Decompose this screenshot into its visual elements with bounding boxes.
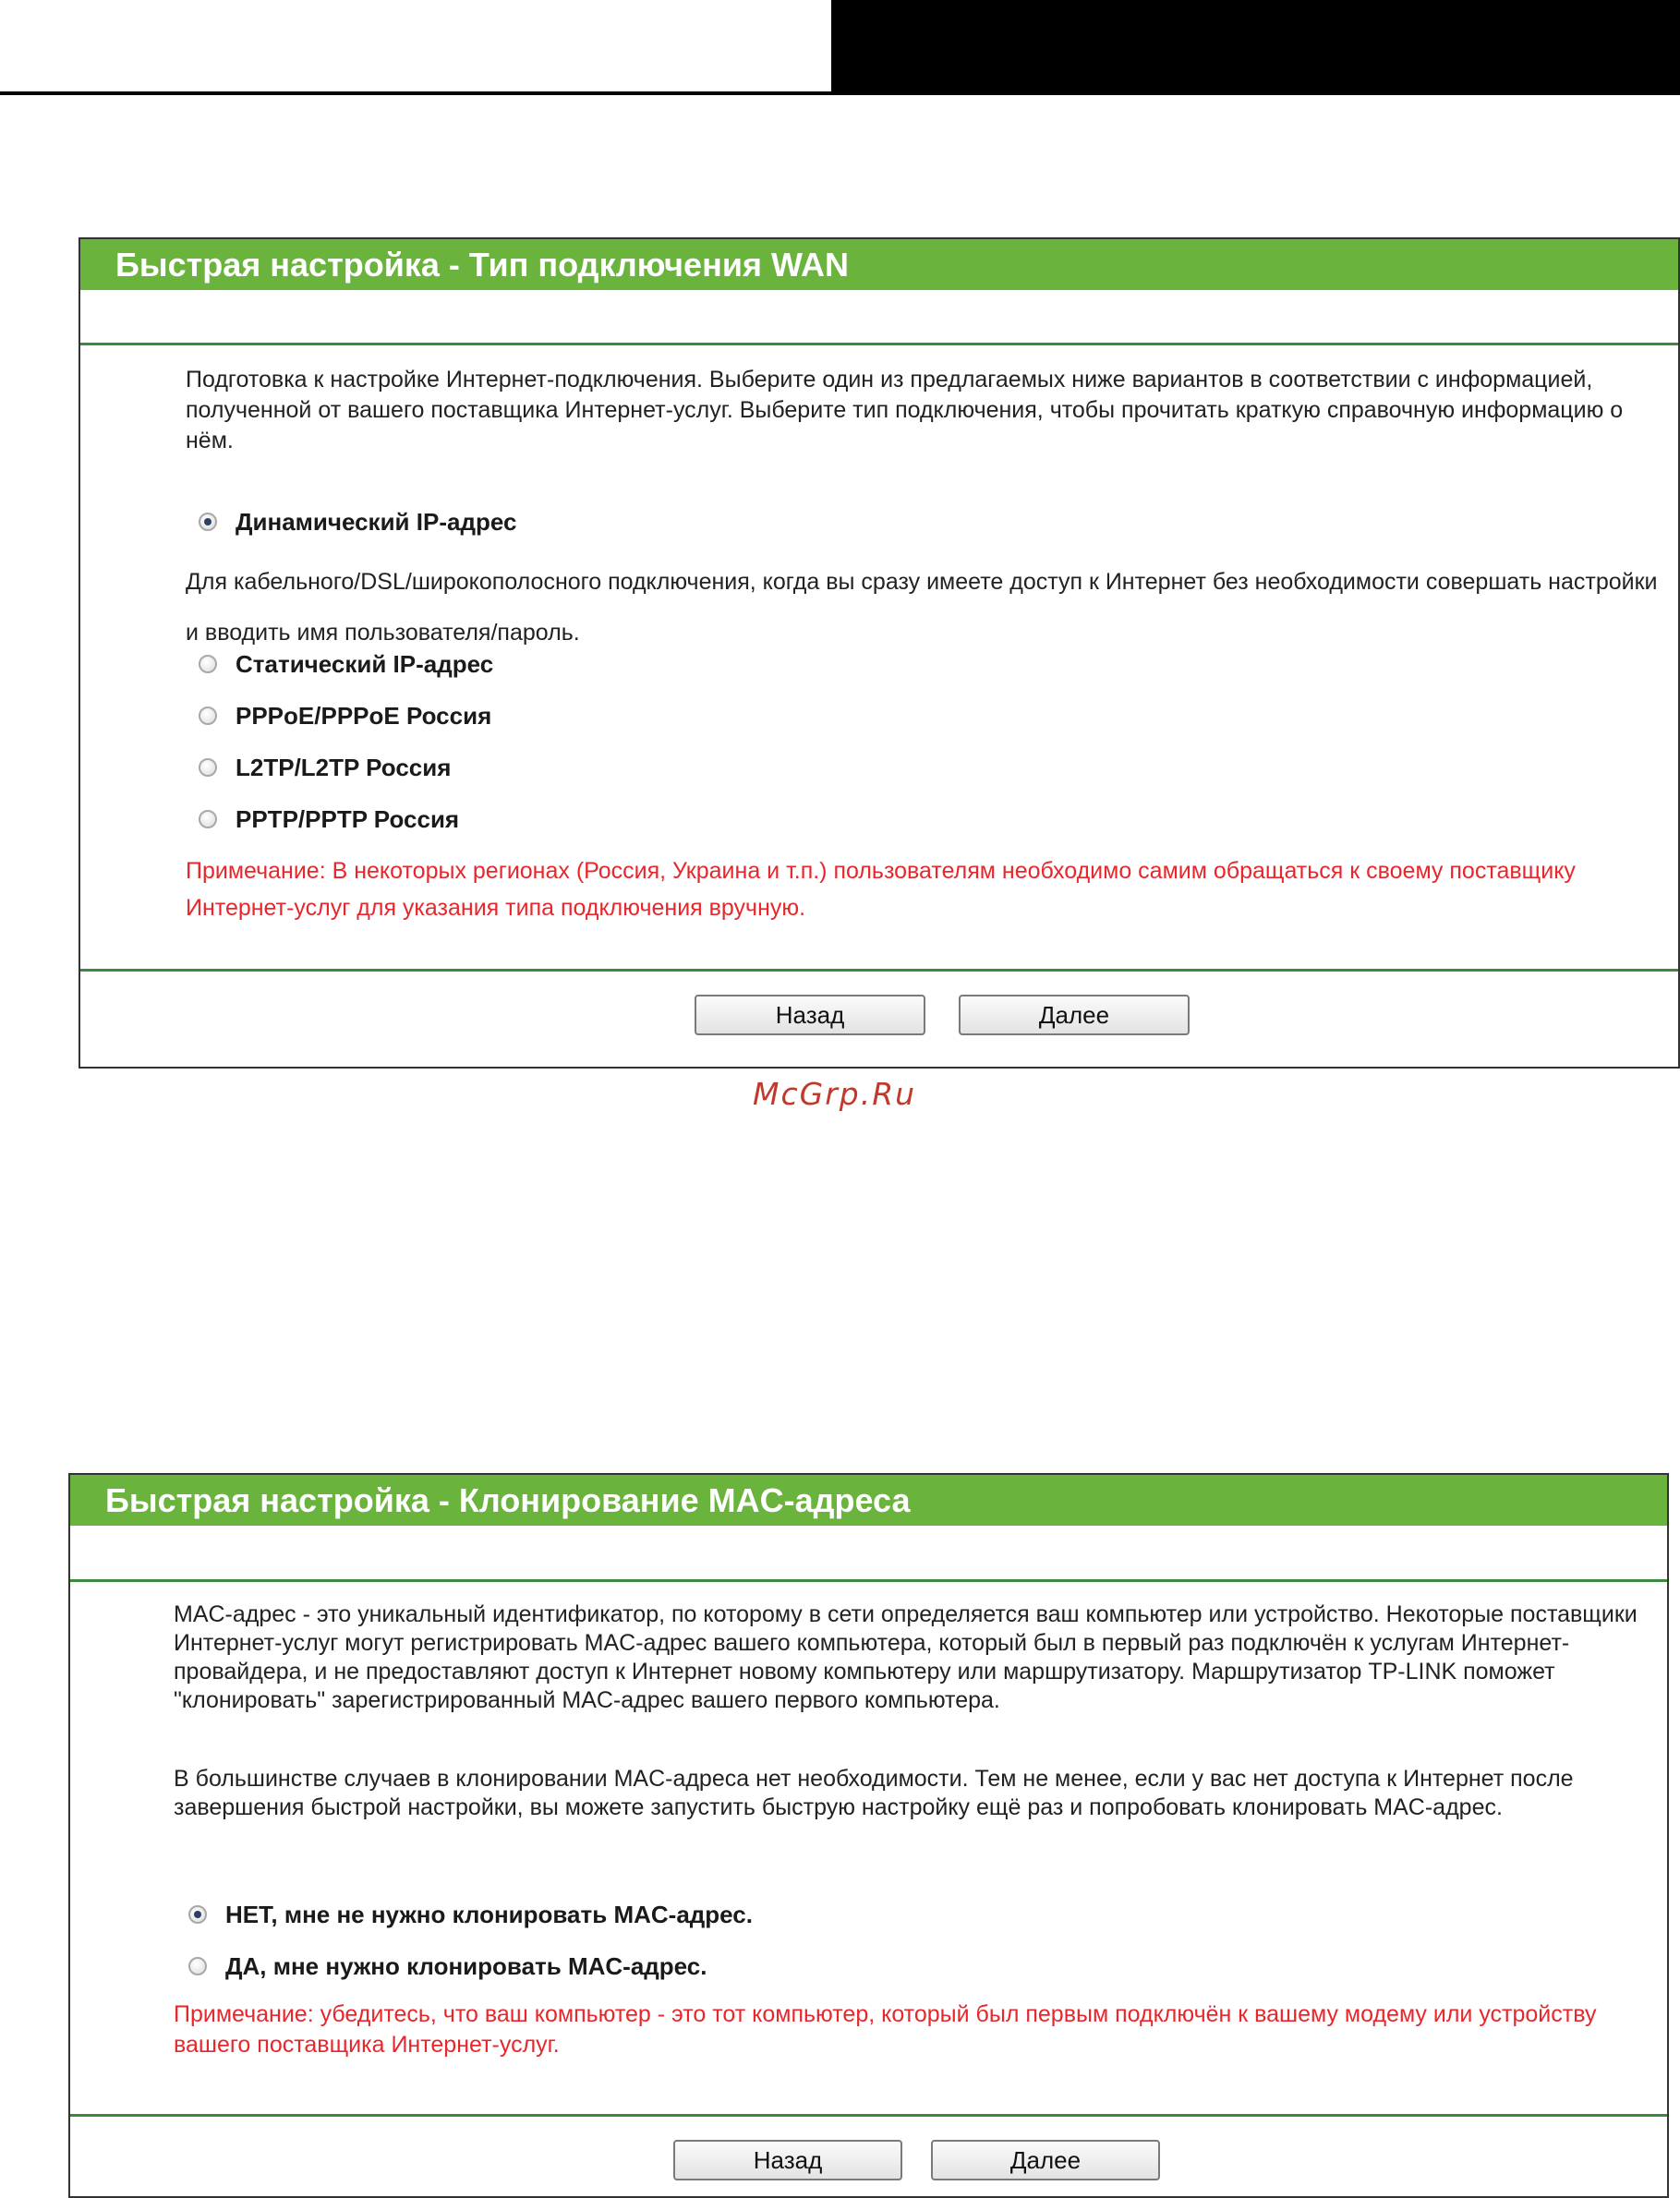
mac-note-text: Примечание: убедитесь, что ваш компьютер - это тот компьютер, который был первым подключён к вашему модему или устройству вашего поставщика Интернет-услуг. — [174, 2001, 1597, 2058]
mac-panel-header — [70, 1475, 1667, 1526]
dynamic-ip-description: Для кабельного/DSL/широкополосного подключения, когда вы сразу имеете доступ к Интернет без необходимости совершать настройки и вводить имя пользователя/пароль. — [186, 569, 1658, 646]
wan-intro-text: Подготовка к настройке Интернет-подключения. Выберите один из предлагаемых ниже вариантов в соответствии с информацией, полученной от вашего поставщика Интернет-услуг. Выберите тип подключения, чтобы прочитать краткую справочную информацию о нём. — [186, 367, 1624, 453]
back-button[interactable]: Назад — [695, 995, 925, 1035]
next-button[interactable]: Далее — [931, 2140, 1160, 2180]
divider — [80, 969, 1678, 972]
mac-intro-text: MAC-адрес - это уникальный идентификатор, по которому в сети определяется ваш компьютер или устройство. Некоторые поставщики Интернет-услуг могут регистрировать MAC-адрес вашего компьютера, который был в первый раз подключён к услугам Интернет-провайдера, и не предоставляют доступ к Интернет новому компьютеру или маршрутизатору. Маршрутизатор TP-LINK поможет "клонировать" зарегистрированный MAC-адрес вашего первого компьютера. — [174, 1601, 1638, 1713]
top-header-block — [831, 0, 1680, 93]
wan-type-panel — [79, 237, 1680, 1069]
radio-label: Динамический IP-адрес — [236, 508, 517, 536]
next-button[interactable]: Далее — [959, 995, 1190, 1035]
mac-intro-text-2: В большинстве случаев в клонировании MAC-адреса нет необходимости. Тем не менее, если у вас нет доступа к Интернет после завершения быстрой настройки, вы можете запустить быструю настройку ещё раз и попробовать клонировать MAC-адрес. — [174, 1766, 1574, 1820]
radio-button[interactable] — [199, 655, 217, 673]
back-button[interactable]: Назад — [673, 2140, 902, 2180]
radio-option-dynamic-ip[interactable] — [199, 507, 516, 537]
radio-option-pppoe[interactable] — [199, 701, 491, 731]
radio-button[interactable] — [188, 1905, 207, 1924]
radio-button[interactable] — [199, 758, 217, 777]
radio-button[interactable] — [199, 810, 217, 828]
radio-option-no-clone[interactable] — [188, 1900, 753, 1929]
wan-panel-title: Быстрая настройка - Тип подключения WAN — [115, 246, 849, 284]
divider — [70, 1579, 1667, 1582]
mac-clone-panel — [68, 1473, 1669, 2198]
radio-label: НЕТ, мне не нужно клонировать MAC-адрес. — [225, 1901, 753, 1928]
radio-label: PPPoE/PPPoE Россия — [236, 702, 492, 730]
radio-label: Статический IP-адрес — [236, 650, 494, 678]
radio-option-clone[interactable] — [188, 1951, 707, 1981]
radio-button[interactable] — [188, 1957, 207, 1975]
radio-option-l2tp[interactable] — [199, 753, 451, 782]
mac-panel-title: Быстрая настройка - Клонирование MAC-адреса — [105, 1481, 911, 1519]
divider — [80, 343, 1678, 345]
wan-note-text: Примечание: В некоторых регионах (Россия, Украина и т.п.) пользователям необходимо самим обращаться к своему поставщику Интернет-услуг для указания типа подключения вручную. — [186, 858, 1576, 921]
watermark-text: McGrp.Ru — [753, 1076, 917, 1112]
radio-button[interactable] — [199, 706, 217, 725]
radio-option-pptp[interactable] — [199, 804, 459, 834]
radio-button[interactable] — [199, 513, 217, 531]
wan-panel-header — [80, 239, 1678, 290]
divider — [70, 2114, 1667, 2117]
radio-label: ДА, мне нужно клонировать MAC-адрес. — [225, 1952, 707, 1980]
radio-label: PPTP/PPTP Россия — [236, 805, 460, 833]
radio-option-static-ip[interactable] — [199, 649, 493, 679]
radio-label: L2TP/L2TP Россия — [236, 754, 452, 781]
top-header-rule — [0, 91, 1680, 95]
